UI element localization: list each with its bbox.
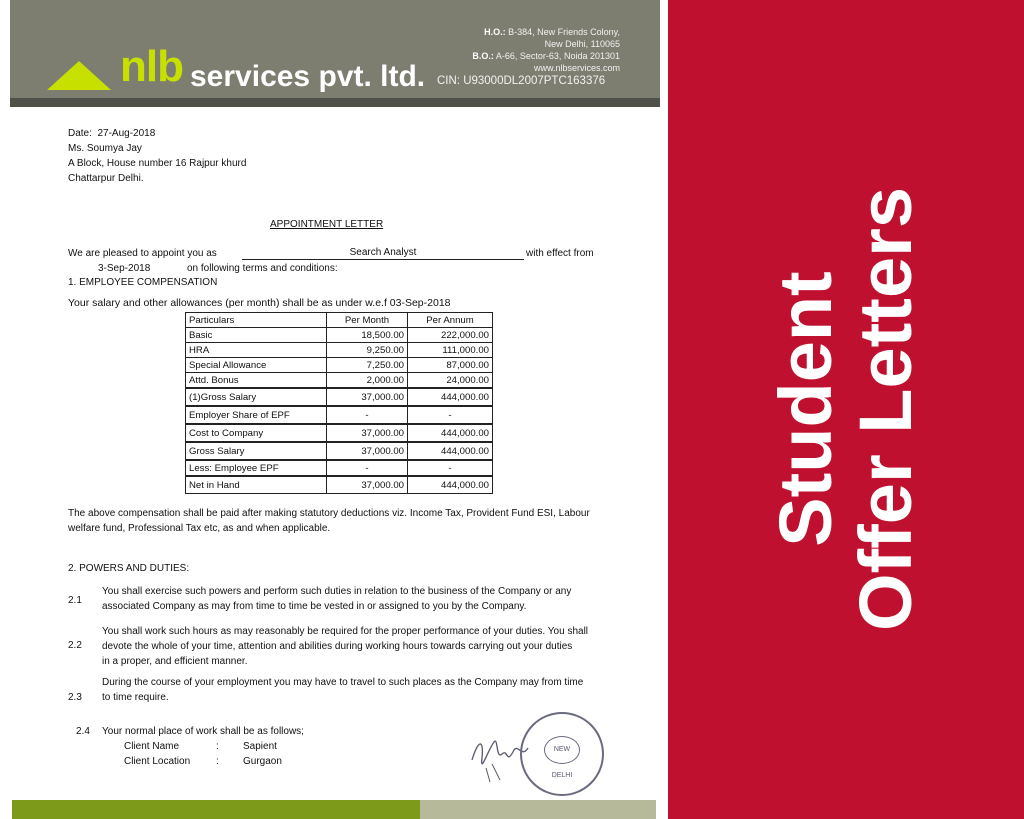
table-row: [186, 328, 493, 343]
table-row: [186, 343, 493, 358]
designation-field: Search Analyst: [242, 247, 524, 260]
per-annum-cell: 444,000.00: [408, 476, 493, 494]
per-month-cell: -: [327, 406, 408, 424]
side-panel-title: [766, 187, 926, 631]
clause-number: 2.4: [76, 726, 90, 737]
table-row: [186, 406, 493, 424]
particular-cell: Attd. Bonus: [186, 373, 327, 389]
per-month-cell: 37,000.00: [327, 388, 408, 406]
salary-table: [185, 312, 493, 494]
logo-company-name: services pvt. ltd.: [190, 60, 426, 93]
side-title-line1: Student: [764, 271, 847, 547]
per-annum-cell: 24,000.00: [408, 373, 493, 389]
table-row: [186, 442, 493, 460]
section2-title: 2. POWERS AND DUTIES:: [68, 563, 190, 574]
particular-cell: Employer Share of EPF: [186, 406, 327, 424]
date-line: Date: 27-Aug-2018: [68, 128, 156, 139]
per-month-cell: 2,000.00: [327, 373, 408, 389]
per-month-cell: 37,000.00: [327, 476, 408, 494]
table-row: [186, 388, 493, 406]
salary-intro: Your salary and other allowances (per month) shall be as under w.e.f 03-Sep-2018: [68, 297, 451, 309]
section1-title: 1. EMPLOYEE COMPENSATION: [68, 277, 218, 288]
intro-prefix: We are pleased to appoint you as: [68, 248, 217, 259]
table-row: [186, 476, 493, 494]
recipient-address-line1: A Block, House number 16 Rajpur khurd: [68, 158, 247, 169]
clause-text: During the course of your employment you may have to travel to such places as the Company may from time to time require.: [102, 677, 584, 703]
side-title-line2: Offer Letters: [844, 186, 927, 632]
per-month-cell: 37,000.00: [327, 424, 408, 442]
clause-number: 2.1: [68, 595, 82, 606]
recipient-name: Ms. Soumya Jay: [68, 143, 142, 154]
start-date: 3-Sep-2018: [98, 263, 151, 274]
table-row: [186, 358, 493, 373]
client-location-label: Client Location: [124, 756, 191, 767]
clause-number: 2.3: [68, 692, 82, 703]
clause-text: You shall exercise such powers and perform such duties in relation to the business of the Company or any associated Company as may from time to time be vested in or assigned to you by the Company.: [102, 586, 572, 612]
client-name-label: Client Name: [124, 741, 180, 752]
particular-cell: Net in Hand: [186, 476, 327, 494]
colon: :: [216, 756, 219, 767]
table-row: [186, 373, 493, 389]
salary-header-per-annum: Per Annum: [408, 313, 493, 328]
particular-cell: Gross Salary: [186, 442, 327, 460]
client-location-value: Gurgaon: [243, 756, 282, 767]
per-annum-cell: -: [408, 460, 493, 476]
particular-cell: Basic: [186, 328, 327, 343]
client-name-value: Sapient: [243, 741, 277, 752]
particular-cell: (1)Gross Salary: [186, 388, 327, 406]
recipient-address-line2: Chattarpur Delhi.: [68, 173, 144, 184]
colon: :: [216, 741, 219, 752]
intro-suffix: with effect from: [526, 248, 594, 259]
per-annum-cell: 87,000.00: [408, 358, 493, 373]
letter-heading: APPOINTMENT LETTER: [270, 219, 384, 230]
logo-mark: nlb: [120, 42, 183, 91]
per-annum-cell: 222,000.00: [408, 328, 493, 343]
salary-header-particulars: Particulars: [186, 313, 327, 328]
clause-text: You shall work such hours as may reasonably be required for the proper performance of your duties. You shall devote the whole of your time, attention and abilities during working hours towards carrying out your duties in a proper, and efficient manner.: [102, 626, 589, 667]
per-month-cell: 9,250.00: [327, 343, 408, 358]
compensation-note: The above compensation shall be paid after making statutory deductions viz. Income Tax, Provident Fund ESI, Labour welfare fund, Professional Tax etc, as and when applicable.: [68, 508, 590, 534]
per-month-cell: 7,250.00: [327, 358, 408, 373]
clause-text: Your normal place of work shall be as follows;: [102, 726, 304, 737]
particular-cell: Less: Employee EPF: [186, 460, 327, 476]
per-annum-cell: 444,000.00: [408, 442, 493, 460]
per-annum-cell: -: [408, 406, 493, 424]
clause-number: 2.2: [68, 640, 82, 651]
table-row: [186, 424, 493, 442]
per-annum-cell: 111,000.00: [408, 343, 493, 358]
table-row: [186, 460, 493, 476]
particular-cell: Special Allowance: [186, 358, 327, 373]
per-month-cell: 37,000.00: [327, 442, 408, 460]
per-annum-cell: 444,000.00: [408, 424, 493, 442]
footer-bar-light: [420, 800, 656, 819]
particular-cell: Cost to Company: [186, 424, 327, 442]
stamp-center-text: NEW DELHI: [544, 736, 580, 764]
logo-triangle-icon: [47, 61, 111, 90]
letterhead-cin: CIN: U93000DL2007PTC163376: [437, 75, 606, 87]
intro-terms: on following terms and conditions:: [187, 263, 338, 274]
per-month-cell: 18,500.00: [327, 328, 408, 343]
salary-header-per-month: Per Month: [327, 313, 408, 328]
footer-bar: [12, 800, 432, 819]
per-month-cell: -: [327, 460, 408, 476]
letterhead-address: H.O.: B-384, New Friends Colony, New Delhi, 110065 B.O.: A-66, Sector-63, Noida 201301 www.nlbservices.com: [472, 27, 620, 73]
per-annum-cell: 444,000.00: [408, 388, 493, 406]
letterhead-strip: [10, 98, 660, 107]
particular-cell: HRA: [186, 343, 327, 358]
